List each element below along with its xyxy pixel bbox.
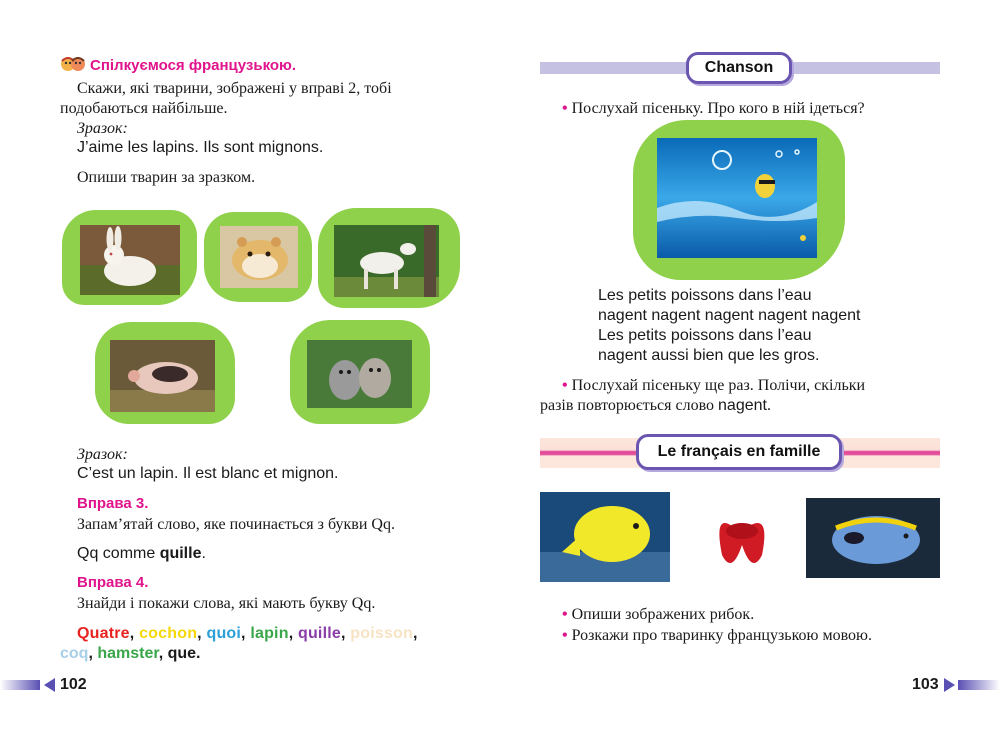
fish-water-photo	[657, 138, 817, 258]
left-page-bar	[0, 680, 40, 690]
colored-word: hamster	[97, 645, 159, 662]
colored-word: cochon	[139, 625, 198, 642]
task-1	[562, 604, 754, 625]
colored-word: lapin	[250, 625, 289, 642]
colored-word: ,	[413, 625, 418, 642]
colored-word: ,	[88, 645, 98, 662]
chanson-header: Chanson	[686, 52, 792, 84]
listen-again-text-2c: .	[766, 397, 771, 414]
kids-icon	[60, 55, 86, 73]
qq-prefix: Qq comme	[77, 545, 160, 562]
page-number-left: 102	[60, 676, 87, 693]
colored-word: , que.	[158, 645, 201, 662]
colored-word: ,	[340, 625, 351, 642]
betta-fish-photo	[692, 495, 788, 579]
sample-text: J’aime les lapins. Ils sont mignons.	[77, 139, 324, 156]
colored-word: quille	[297, 625, 341, 642]
goat-photo	[334, 225, 439, 297]
intro-line-2: подобаються найбільше.	[60, 100, 228, 117]
bullet-icon: •	[562, 606, 568, 623]
right-page-bar	[958, 680, 1000, 690]
qq-example	[77, 543, 206, 564]
lyrics-line-3: Les petits poissons dans l’eau	[598, 327, 812, 344]
blue-tang-photo	[806, 498, 940, 578]
bullet-icon: •	[562, 100, 568, 117]
intro-line-1: Скажи, які тварини, зображені у вправі 2, тобі	[77, 80, 392, 97]
sample-label: Зразок:	[77, 120, 128, 137]
qq-suffix: .	[201, 545, 206, 562]
sample2-label: Зразок:	[77, 446, 128, 463]
qq-word: quille	[159, 545, 202, 562]
listen-again-line-1	[562, 375, 865, 396]
describe-instruction: Опиши тварин за зразком.	[77, 169, 256, 186]
yellow-tang-photo	[540, 492, 670, 582]
exercise-3-title: Вправа 3.	[77, 495, 149, 512]
hamster-photo	[220, 226, 298, 288]
colored-word: ,	[288, 625, 298, 642]
colored-word: ,	[241, 625, 251, 642]
lyrics-line-1: Les petits poissons dans l’eau	[598, 287, 812, 304]
colored-word: ,	[129, 625, 140, 642]
famille-header: Le français en famille	[636, 434, 842, 470]
exercise-4-title: Вправа 4.	[77, 574, 149, 591]
colored-word: quoi	[206, 625, 242, 642]
task-1-text: Опиши зображених рибок.	[571, 606, 755, 623]
listen-again-text-2a: разів повторюється слово	[540, 397, 719, 414]
listen-again-word: nagent	[718, 397, 767, 414]
left-arrow-icon	[44, 678, 55, 692]
colored-words-line-2	[60, 643, 201, 664]
lyrics-line-4: nagent aussi bien que les gros.	[598, 347, 820, 364]
colored-word: poisson	[350, 625, 414, 642]
rabbit-photo	[80, 225, 180, 295]
task-2-text: Розкажи про тваринку французькою мовою.	[571, 627, 872, 644]
colored-word: ,	[197, 625, 207, 642]
listen-again-line-2	[540, 395, 771, 416]
exercise-3-text: Запам’ятай слово, яке починається з букви Qq.	[77, 516, 395, 533]
colored-word: coq	[60, 645, 89, 662]
bullet-icon: •	[562, 627, 568, 644]
colored-words-line-1	[77, 623, 418, 644]
lyrics-line-2: nagent nagent nagent nagent nagent	[598, 307, 861, 324]
listen-question	[562, 98, 865, 119]
kittens-photo	[307, 340, 412, 408]
listen-question-text: Послухай пісеньку. Про кого в ній ідеться?	[571, 100, 865, 117]
listen-again-text-1: Послухай пісеньку ще раз. Полічи, скільки	[571, 377, 866, 394]
right-arrow-icon	[944, 678, 955, 692]
bullet-icon: •	[562, 377, 568, 394]
pig-photo	[110, 340, 215, 412]
exercise-4-text: Знайди і покажи слова, які мають букву Qq.	[77, 595, 376, 612]
colored-word: Quatre	[77, 625, 130, 642]
sample2-text: C’est un lapin. Il est blanc et mignon.	[77, 465, 339, 482]
section-title: Спілкуємося французькою.	[90, 57, 297, 74]
page-number-right: 103	[912, 676, 939, 693]
task-2	[562, 625, 872, 646]
